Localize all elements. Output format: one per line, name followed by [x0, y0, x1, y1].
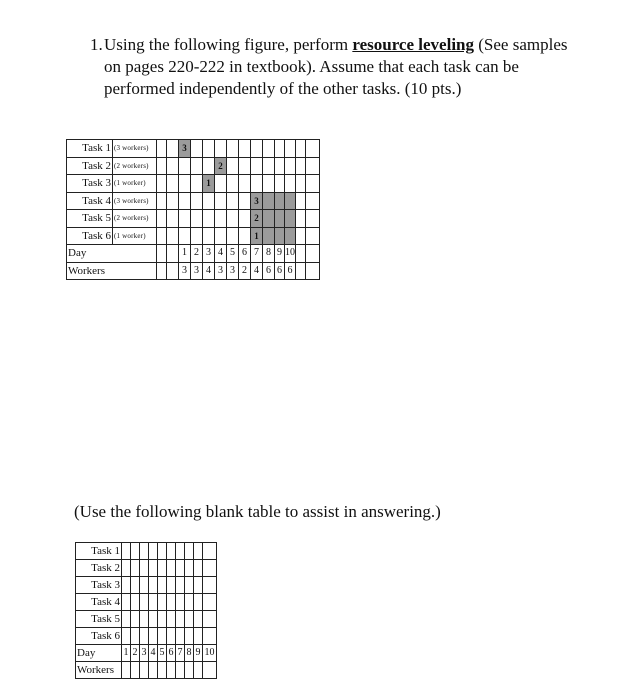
day-number: 7	[251, 245, 263, 263]
blank-cell[interactable]	[140, 543, 149, 560]
task-row	[67, 210, 320, 228]
grid-cell	[227, 192, 239, 210]
task-bar-cell: 3	[179, 140, 191, 158]
blank-workers-label: Workers	[76, 662, 122, 679]
grid-cell	[215, 227, 227, 245]
grid-cell	[306, 175, 320, 193]
grid-cell	[296, 262, 306, 280]
blank-cell[interactable]	[131, 611, 140, 628]
grid-cell	[306, 157, 320, 175]
grid-cell	[167, 140, 179, 158]
question-text	[90, 34, 580, 100]
grid-cell	[179, 210, 191, 228]
grid-cell	[191, 175, 203, 193]
blank-cell[interactable]	[203, 611, 217, 628]
worker-count: 3	[227, 262, 239, 280]
day-number: 10	[285, 245, 296, 263]
blank-task-label: Task 6	[76, 628, 122, 645]
grid-cell	[296, 140, 306, 158]
workers-row	[67, 262, 320, 280]
blank-workers-cell[interactable]	[131, 662, 140, 679]
blank-cell[interactable]	[131, 560, 140, 577]
blank-table-hint: (Use the following blank table to assist in answering.)	[74, 502, 441, 521]
blank-cell[interactable]	[194, 628, 203, 645]
question-emphasis: resource leveling	[352, 35, 474, 54]
blank-cell[interactable]	[149, 594, 158, 611]
blank-day-label: Day	[76, 645, 122, 662]
grid-cell	[157, 210, 167, 228]
task-label: Task 2	[67, 157, 113, 175]
task-bar-cell	[285, 227, 296, 245]
blank-cell[interactable]	[149, 611, 158, 628]
grid-cell	[157, 157, 167, 175]
blank-workers-cell[interactable]	[176, 662, 185, 679]
blank-task-row	[76, 560, 217, 577]
blank-day-number: 8	[185, 645, 194, 662]
day-number: 9	[275, 245, 285, 263]
blank-day-row	[76, 645, 217, 662]
task-label: Task 1	[67, 140, 113, 158]
grid-cell	[263, 175, 275, 193]
task-bar-cell	[263, 192, 275, 210]
task-workers-note: (1 worker)	[113, 227, 157, 245]
blank-day-number: 4	[149, 645, 158, 662]
task-workers-note: (3 workers)	[113, 140, 157, 158]
blank-workers-cell[interactable]	[203, 662, 217, 679]
blank-day-number: 3	[140, 645, 149, 662]
blank-workers-cell[interactable]	[122, 662, 131, 679]
grid-cell	[296, 210, 306, 228]
blank-cell[interactable]	[158, 543, 167, 560]
grid-cell	[306, 227, 320, 245]
grid-cell	[296, 227, 306, 245]
grid-cell	[296, 175, 306, 193]
day-number: 3	[203, 245, 215, 263]
blank-cell[interactable]	[158, 594, 167, 611]
grid-cell	[227, 210, 239, 228]
blank-day-number: 5	[158, 645, 167, 662]
grid-cell	[215, 210, 227, 228]
task-workers-note: (2 workers)	[113, 157, 157, 175]
grid-cell	[179, 227, 191, 245]
grid-cell	[179, 157, 191, 175]
grid-cell	[167, 210, 179, 228]
grid-cell	[179, 192, 191, 210]
grid-cell	[306, 262, 320, 280]
grid-cell	[167, 157, 179, 175]
day-row	[67, 245, 320, 263]
task-bar-cell	[263, 227, 275, 245]
blank-cell[interactable]	[185, 628, 194, 645]
task-bar-cell	[275, 192, 285, 210]
blank-cell[interactable]	[122, 611, 131, 628]
day-number: 8	[263, 245, 275, 263]
blank-cell[interactable]	[122, 543, 131, 560]
blank-cell[interactable]	[194, 543, 203, 560]
blank-cell[interactable]	[149, 560, 158, 577]
worker-count: 6	[275, 262, 285, 280]
task-row	[67, 157, 320, 175]
grid-cell	[296, 245, 306, 263]
grid-cell	[239, 157, 251, 175]
blank-cell[interactable]	[149, 543, 158, 560]
task-workers-note: (1 worker)	[113, 175, 157, 193]
grid-cell	[157, 192, 167, 210]
worker-count: 3	[179, 262, 191, 280]
grid-cell	[203, 140, 215, 158]
grid-cell	[191, 157, 203, 175]
grid-cell	[239, 227, 251, 245]
task-bar-cell	[275, 210, 285, 228]
blank-day-number: 1	[122, 645, 131, 662]
blank-cell[interactable]	[140, 628, 149, 645]
task-label: Task 3	[67, 175, 113, 193]
task-row	[67, 175, 320, 193]
blank-cell[interactable]	[194, 611, 203, 628]
grid-cell	[167, 175, 179, 193]
grid-cell	[285, 157, 296, 175]
day-number: 2	[191, 245, 203, 263]
blank-cell[interactable]	[140, 560, 149, 577]
worker-count: 3	[191, 262, 203, 280]
day-number: 4	[215, 245, 227, 263]
blank-cell[interactable]	[167, 577, 176, 594]
task-bar-cell: 1	[203, 175, 215, 193]
grid-cell	[239, 140, 251, 158]
blank-cell[interactable]	[167, 594, 176, 611]
blank-task-label: Task 2	[76, 560, 122, 577]
blank-cell[interactable]	[158, 560, 167, 577]
grid-cell	[191, 192, 203, 210]
blank-cell[interactable]	[185, 594, 194, 611]
worker-count: 4	[251, 262, 263, 280]
day-label: Day	[67, 245, 157, 263]
task-bar-cell: 2	[215, 157, 227, 175]
grid-cell	[227, 140, 239, 158]
blank-cell[interactable]	[203, 543, 217, 560]
task-row	[67, 140, 320, 158]
blank-cell[interactable]	[176, 577, 185, 594]
blank-task-row	[76, 628, 217, 645]
blank-cell[interactable]	[203, 628, 217, 645]
task-bar-cell: 1	[251, 227, 263, 245]
blank-cell[interactable]	[185, 543, 194, 560]
blank-cell[interactable]	[194, 560, 203, 577]
blank-task-row	[76, 543, 217, 560]
blank-cell[interactable]	[176, 560, 185, 577]
blank-cell[interactable]	[194, 594, 203, 611]
grid-cell	[167, 262, 179, 280]
worker-count: 2	[239, 262, 251, 280]
grid-cell	[296, 157, 306, 175]
blank-workers-cell[interactable]	[149, 662, 158, 679]
blank-workers-cell[interactable]	[194, 662, 203, 679]
blank-cell[interactable]	[122, 628, 131, 645]
blank-workers-cell[interactable]	[185, 662, 194, 679]
blank-cell[interactable]	[167, 628, 176, 645]
blank-cell[interactable]	[158, 628, 167, 645]
grid-cell	[157, 227, 167, 245]
blank-cell[interactable]	[149, 577, 158, 594]
blank-task-label: Task 1	[76, 543, 122, 560]
worker-count: 4	[203, 262, 215, 280]
grid-cell	[179, 175, 191, 193]
blank-workers-cell[interactable]	[167, 662, 176, 679]
blank-cell[interactable]	[140, 594, 149, 611]
grid-cell	[263, 140, 275, 158]
blank-workers-row	[76, 662, 217, 679]
blank-cell[interactable]	[167, 560, 176, 577]
blank-cell[interactable]	[131, 577, 140, 594]
grid-cell	[285, 140, 296, 158]
grid-cell	[215, 175, 227, 193]
blank-cell[interactable]	[185, 577, 194, 594]
task-bar-cell	[285, 192, 296, 210]
grid-cell	[215, 140, 227, 158]
task-bar-cell: 3	[251, 192, 263, 210]
task-row	[67, 192, 320, 210]
grid-cell	[167, 227, 179, 245]
task-workers-note: (3 workers)	[113, 192, 157, 210]
question-number: 1.	[90, 35, 103, 54]
question-pre: Using the following figure, perform	[104, 35, 353, 54]
grid-cell	[203, 227, 215, 245]
grid-cell	[263, 157, 275, 175]
grid-cell	[239, 210, 251, 228]
blank-cell[interactable]	[203, 560, 217, 577]
grid-cell	[306, 192, 320, 210]
worker-count: 6	[263, 262, 275, 280]
blank-task-row	[76, 611, 217, 628]
blank-cell[interactable]	[176, 543, 185, 560]
blank-cell[interactable]	[140, 577, 149, 594]
blank-task-label: Task 5	[76, 611, 122, 628]
task-row	[67, 227, 320, 245]
grid-cell	[191, 140, 203, 158]
blank-cell[interactable]	[158, 577, 167, 594]
grid-cell	[203, 157, 215, 175]
task-label: Task 5	[67, 210, 113, 228]
task-label: Task 4	[67, 192, 113, 210]
task-bar-cell	[275, 227, 285, 245]
grid-cell	[203, 210, 215, 228]
grid-cell	[191, 227, 203, 245]
blank-cell[interactable]	[203, 594, 217, 611]
grid-cell	[296, 192, 306, 210]
blank-cell[interactable]	[122, 594, 131, 611]
grid-cell	[215, 192, 227, 210]
grid-cell	[227, 157, 239, 175]
grid-cell	[239, 175, 251, 193]
grid-cell	[167, 192, 179, 210]
grid-cell	[306, 245, 320, 263]
grid-cell	[191, 210, 203, 228]
blank-cell[interactable]	[203, 577, 217, 594]
task-bar-cell	[285, 210, 296, 228]
grid-cell	[157, 175, 167, 193]
blank-day-number: 9	[194, 645, 203, 662]
blank-cell[interactable]	[185, 560, 194, 577]
blank-cell[interactable]	[131, 543, 140, 560]
grid-cell	[306, 210, 320, 228]
task-label: Task 6	[67, 227, 113, 245]
grid-cell	[275, 175, 285, 193]
task-workers-note: (2 workers)	[113, 210, 157, 228]
grid-cell	[239, 192, 251, 210]
grid-cell	[285, 175, 296, 193]
blank-workers-cell[interactable]	[140, 662, 149, 679]
blank-cell[interactable]	[158, 611, 167, 628]
question-post: (See samples on pages 220-222 in textbook). Assume that each task can be performed independently of the other tasks. (10 pts.)	[104, 35, 568, 98]
resource-figure-table	[66, 139, 320, 280]
grid-cell	[227, 227, 239, 245]
blank-task-label: Task 4	[76, 594, 122, 611]
blank-workers-cell[interactable]	[158, 662, 167, 679]
blank-task-label: Task 3	[76, 577, 122, 594]
grid-cell	[251, 140, 263, 158]
grid-cell	[157, 262, 167, 280]
blank-day-number: 7	[176, 645, 185, 662]
task-bar-cell	[263, 210, 275, 228]
grid-cell	[203, 192, 215, 210]
blank-cell[interactable]	[176, 611, 185, 628]
worker-count: 3	[215, 262, 227, 280]
day-number: 6	[239, 245, 251, 263]
blank-cell[interactable]	[194, 577, 203, 594]
grid-cell	[306, 140, 320, 158]
blank-cell[interactable]	[167, 543, 176, 560]
blank-cell[interactable]	[176, 628, 185, 645]
grid-cell	[167, 245, 179, 263]
blank-cell[interactable]	[149, 628, 158, 645]
grid-cell	[275, 157, 285, 175]
blank-task-row	[76, 594, 217, 611]
blank-cell[interactable]	[167, 611, 176, 628]
grid-cell	[157, 140, 167, 158]
question-body	[104, 34, 580, 100]
blank-cell[interactable]	[122, 577, 131, 594]
blank-day-number: 10	[203, 645, 217, 662]
blank-cell[interactable]	[140, 611, 149, 628]
blank-cell[interactable]	[131, 594, 140, 611]
blank-task-row	[76, 577, 217, 594]
workers-label: Workers	[67, 262, 157, 280]
blank-cell[interactable]	[176, 594, 185, 611]
blank-cell[interactable]	[185, 611, 194, 628]
task-bar-cell: 2	[251, 210, 263, 228]
grid-cell	[251, 157, 263, 175]
blank-answer-table	[75, 542, 217, 679]
worker-count: 6	[285, 262, 296, 280]
day-number: 1	[179, 245, 191, 263]
grid-cell	[227, 175, 239, 193]
grid-cell	[157, 245, 167, 263]
grid-cell	[251, 175, 263, 193]
blank-cell[interactable]	[131, 628, 140, 645]
blank-cell[interactable]	[122, 560, 131, 577]
blank-day-number: 6	[167, 645, 176, 662]
blank-day-number: 2	[131, 645, 140, 662]
grid-cell	[275, 140, 285, 158]
day-number: 5	[227, 245, 239, 263]
